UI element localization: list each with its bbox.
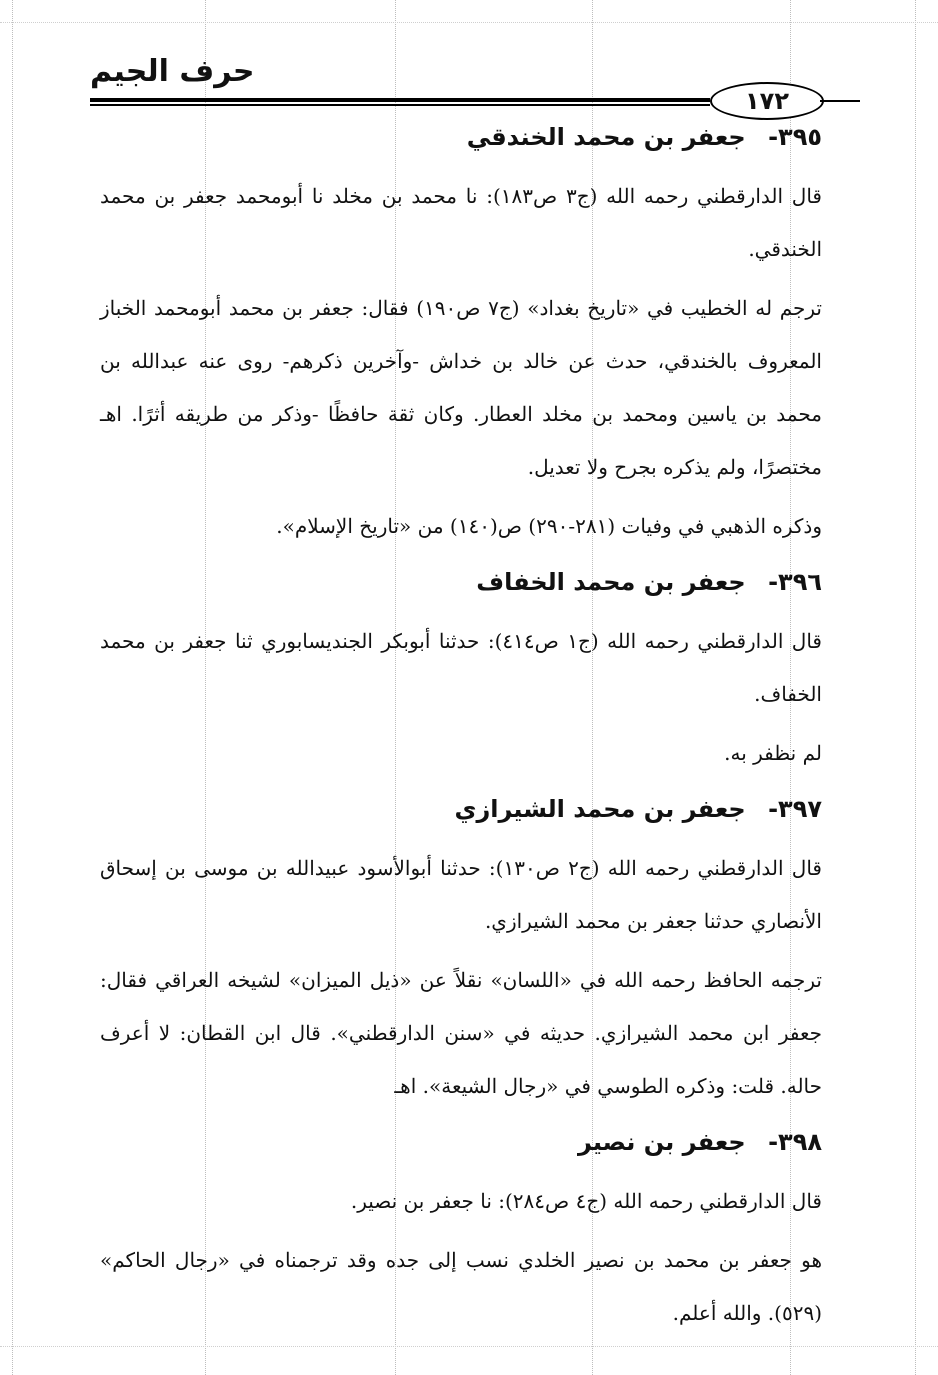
paragraph: وذكره الذهبي في وفيات (٢٨١-٢٩٠) ص(١٤٠) من «تاريخ الإسلام». xyxy=(276,514,822,538)
paragraph: قال الدارقطني رحمه الله (ج١ ص٤١٤): حدثنا أبوبكر الجنديسابوري ثنا جعفر بن محمد الخفاف. xyxy=(100,629,822,706)
page xyxy=(60,40,860,1340)
paragraph: لم نظفر به. xyxy=(724,741,822,765)
paragraph: قال الدارقطني رحمه الله (ج٤ ص٢٨٤): نا جعفر بن نصير. xyxy=(350,1189,822,1213)
paragraph: قال الدارقطني رحمه الله (ج٣ ص١٨٣): نا محمد بن مخلد نا أبومحمد جعفر بن محمد الخندقي. xyxy=(100,184,822,261)
entry-heading xyxy=(100,1125,822,1159)
guide-line xyxy=(12,0,13,1375)
page-header xyxy=(90,54,860,124)
entry xyxy=(100,792,822,1113)
entry-heading xyxy=(100,792,822,826)
entry-number: ٣٩٥- xyxy=(768,123,822,151)
page-content xyxy=(100,120,822,1352)
header-rule xyxy=(90,104,710,106)
entry-number: ٣٩٨- xyxy=(768,1128,822,1156)
entry-name: جعفر بن محمد الخفاف xyxy=(476,568,746,596)
paragraph: ترجم له الخطيب في «تاريخ بغداد» (ج٧ ص١٩٠) فقال: جعفر بن محمد أبومحمد الخباز المعروف بالخندقي، حدث عن خالد بن خداش -وآخرين ذكرهم- روى عنه عبدالله بن محمد بن ياسين ومحمد بن مخلد العطار. وكان ثقة حافظًا -وذكر من طريقه أثرًا. اهـ مختصرًا، ولم يذكره بجرح ولا تعديل. xyxy=(100,296,822,479)
entry xyxy=(100,565,822,780)
paragraph: قال الدارقطني رحمه الله (ج٢ ص١٣٠): حدثنا أبوالأسود عبيدالله بن موسى بن إسحاق الأنصاري حدثنا جعفر بن محمد الشيرازي. xyxy=(100,856,822,933)
guide-line xyxy=(0,22,938,23)
entry-number: ٣٩٦- xyxy=(768,568,822,596)
paragraph: هو جعفر بن محمد بن نصير الخلدي نسب إلى جده وقد ترجمناه في «رجال الحاكم» (٥٢٩). والله أعلم. xyxy=(100,1248,822,1325)
entry xyxy=(100,120,822,553)
page-number: ١٧٢ xyxy=(710,82,824,120)
entry-number: ٣٩٧- xyxy=(768,795,822,823)
header-rule xyxy=(90,98,710,102)
entry-name: جعفر بن محمد الخندقي xyxy=(466,123,746,151)
paragraph: ترجمه الحافظ رحمه الله في «اللسان» نقلاً عن «ذيل الميزان» لشيخه العراقي فقال: جعفر ابن محمد الشيرازي. حديثه في «سنن الدارقطني». قال ابن القطان: لا أعرف حاله. قلت: وذكره الطوسي في «رجال الشيعة». اهـ xyxy=(100,968,822,1098)
entry xyxy=(100,1125,822,1340)
entry-name: جعفر بن نصير xyxy=(577,1128,746,1156)
entry-name: جعفر بن محمد الشيرازي xyxy=(454,795,746,823)
guide-line xyxy=(915,0,916,1375)
entry-heading xyxy=(100,565,822,599)
entry-heading xyxy=(100,120,822,154)
running-head: حرف الجيم xyxy=(90,54,255,89)
header-rule xyxy=(820,100,860,102)
